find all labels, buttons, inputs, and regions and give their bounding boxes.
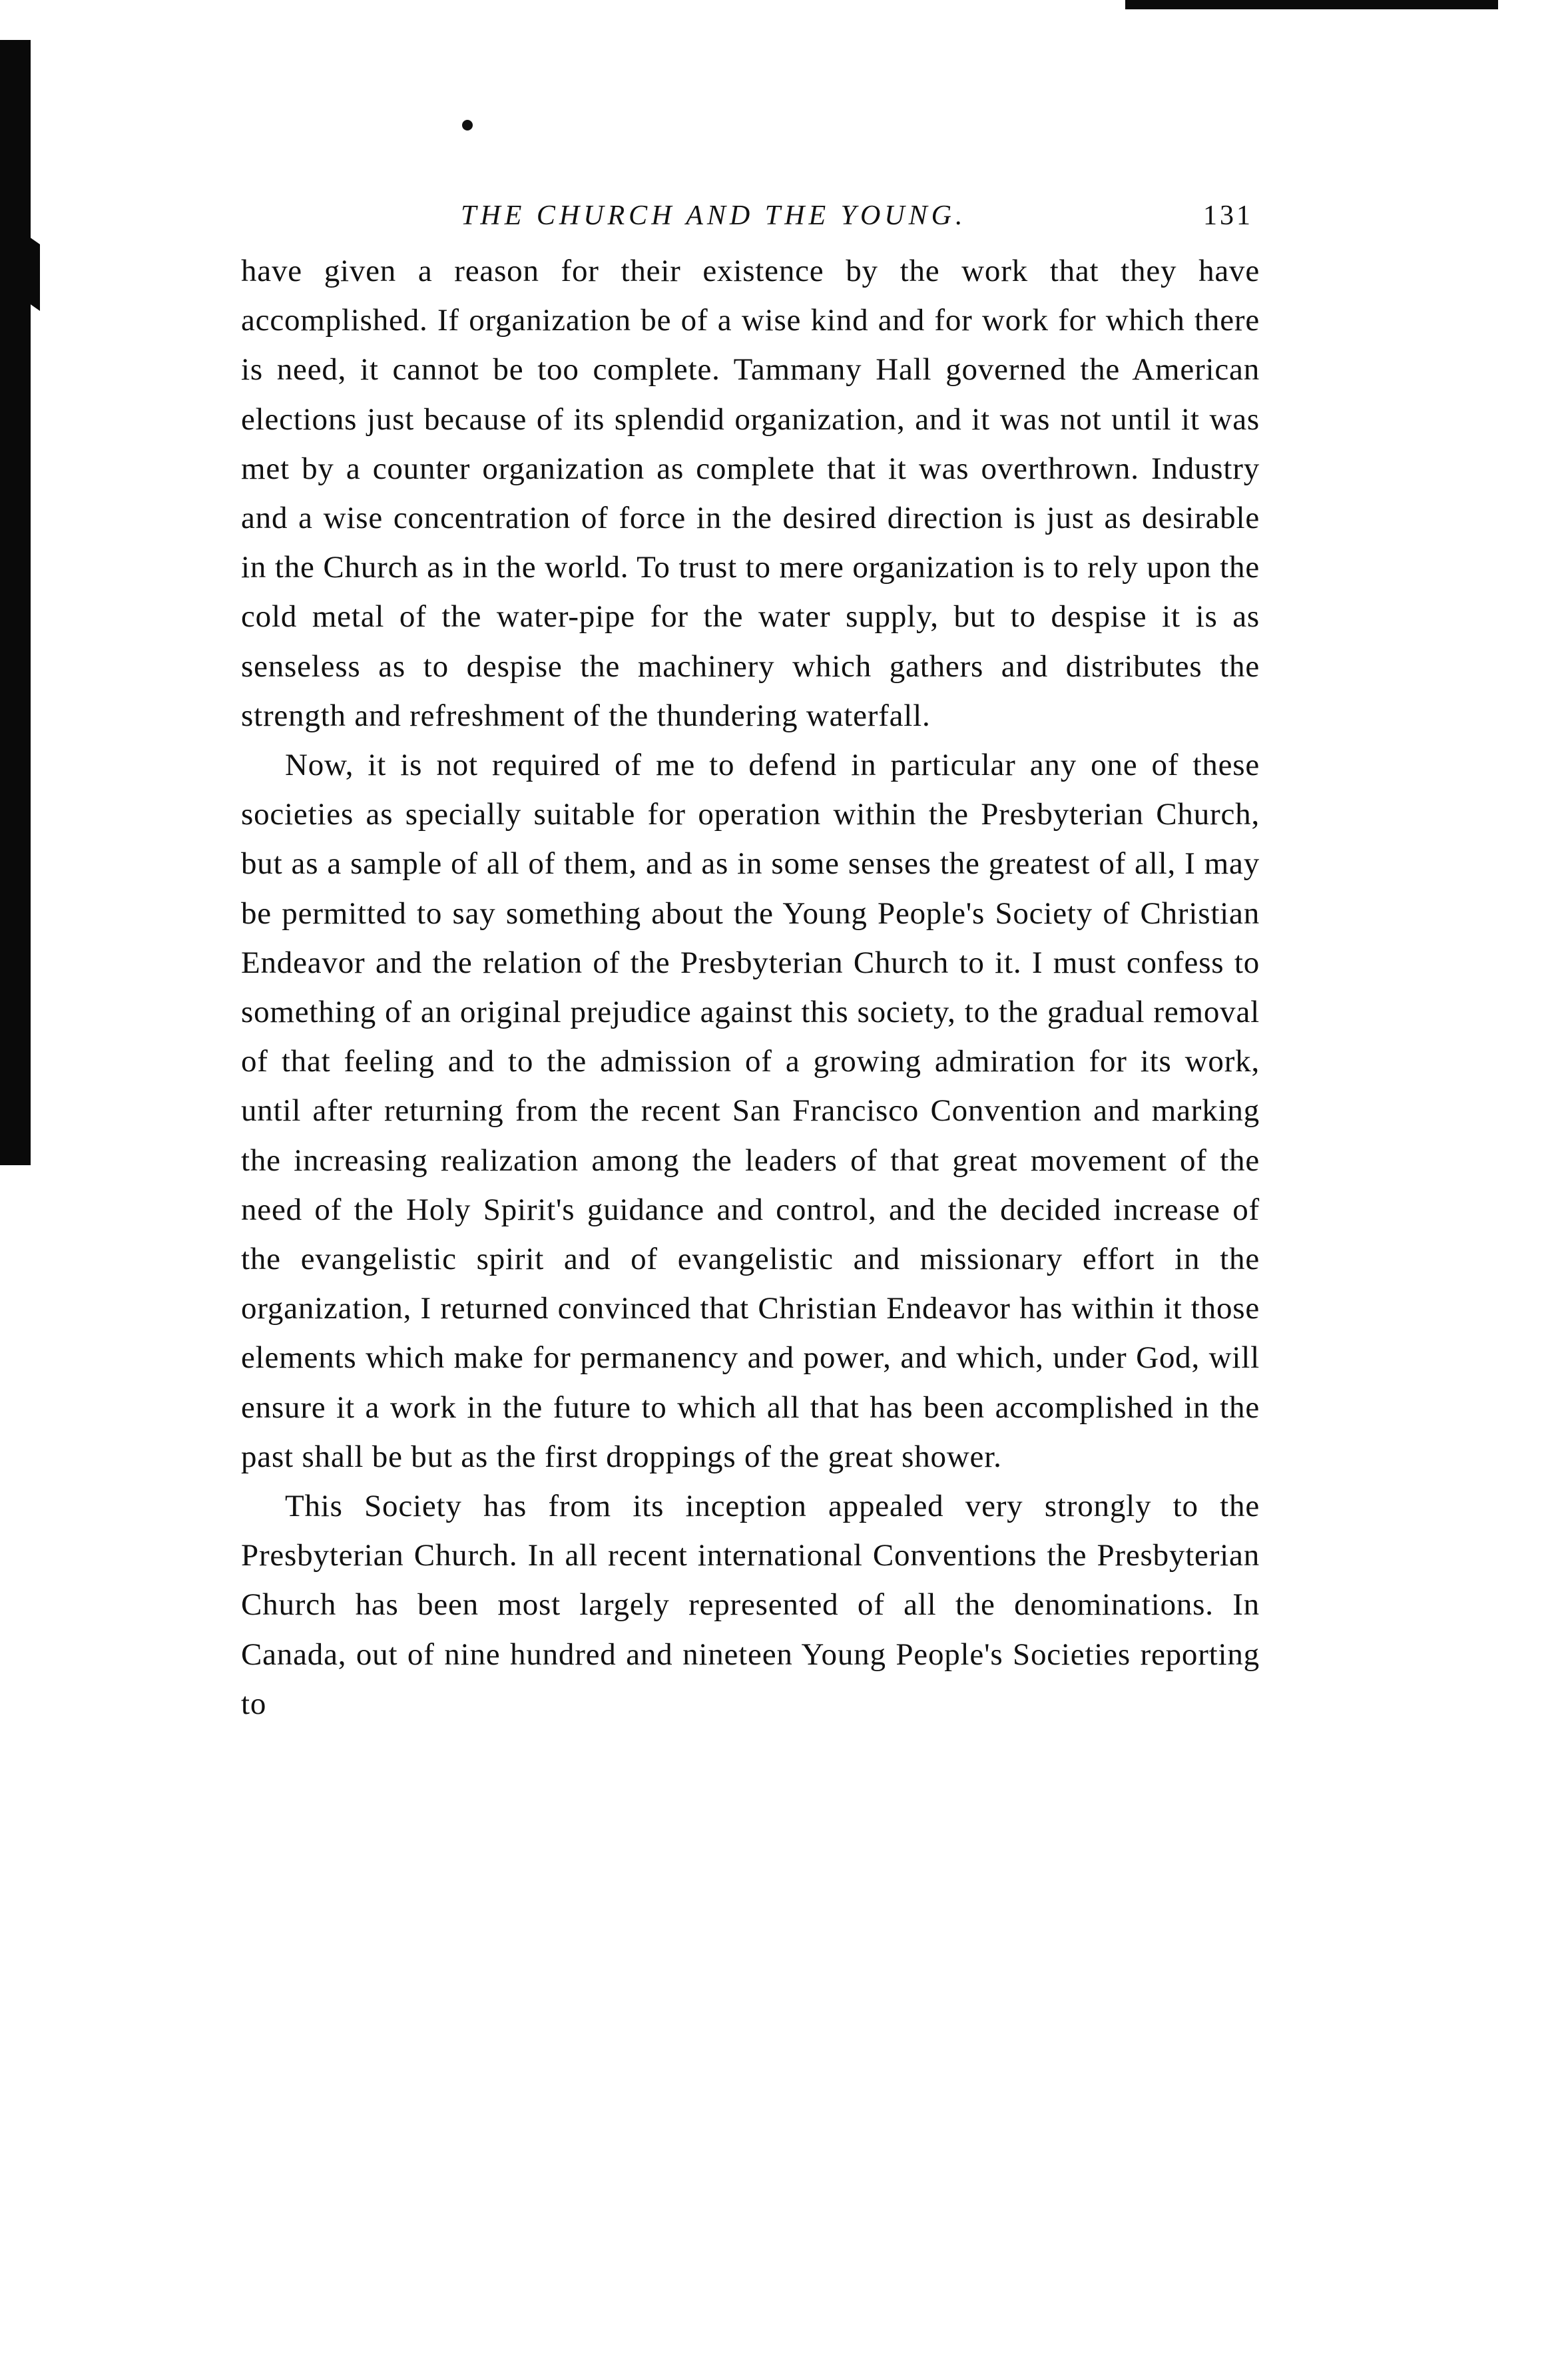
ink-spot: [462, 120, 473, 131]
paragraph-society-appeal: This Society has from its inception appealed very strongly to the Presbyterian Church. In all recent international Conventions the Presbyterian Church has been most largely represented of all the denominations. In Canada, out of nine hundred and nineteen Young People's Societies reporting to: [241, 1489, 1260, 1721]
paragraph-continued: have given a reason for their existence by the work that they have accomplished. If organization be of a wise kind and for work for which there is need, it cannot be too complete. Tammany Hall governed the American elections just because of its splendid organization, and it was not until it was met by a counter organization as complete that it was overthrown. Industry and a wise concentration of force in the desired direction is just as desirable in the Church as in the world. To trust to mere organization is to rely upon the cold metal of the water-pipe for the water supply, but to despise it is as senseless as to despise the machinery which gathers and distributes the strength and refreshment of the thundering waterfall.: [241, 254, 1260, 733]
running-header: [241, 193, 1260, 246]
running-title: THE CHURCH AND THE YOUNG.: [461, 200, 967, 231]
book-page: [241, 193, 1260, 1728]
paragraph-christian-endeavor: Now, it is not required of me to defend in particular any one of these societies as specially suitable for operation within the Presbyterian Church, but as a sample of all of them, and as in some senses the greatest of all, I may be permitted to say something about the Young People's Society of Christian Endeavor and the relation of the Presbyterian Church to it. I must confess to something of an original prejudice against this society, to the gradual removal of that feeling and to the admission of a growing admiration for its work, until after returning from the recent San Francisco Convention and marking the increasing realization among the leaders of that great movement of the need of the Holy Spirit's guidance and control, and the decided increase of the evangelistic spirit and of evangelistic and missionary effort in the organization, I returned convinced that Christian Endeavor has within it those elements which make for permanency and power, and which, under God, will ensure it a work in the future to which all that has been accomplished in the past shall be but as the first droppings of the great shower.: [241, 748, 1260, 1474]
scan-edge-top: [1125, 0, 1498, 9]
scan-edge-left: [0, 40, 31, 1165]
page-number: 131: [1203, 200, 1253, 231]
